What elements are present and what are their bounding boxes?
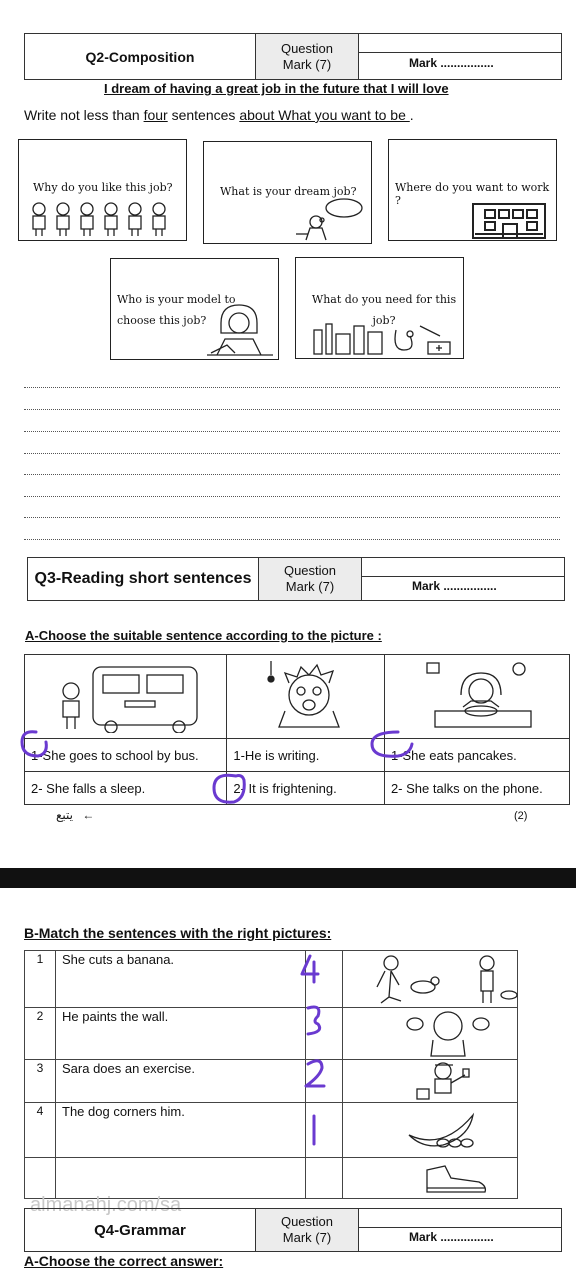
row-number: 4: [25, 1103, 56, 1158]
q4-section-a-title: A-Choose the correct answer:: [24, 1253, 224, 1269]
q2-header: [24, 33, 562, 80]
prompt-card-why: [18, 139, 187, 241]
pen-answer-marks: [0, 700, 576, 820]
option-1-col3[interactable]: 1-She eats pancakes.: [384, 739, 569, 772]
match-table: [24, 950, 518, 1199]
prompt-text: Who is your model to choose this job?: [117, 293, 236, 327]
prompt-text: What is your dream job?: [220, 185, 357, 198]
row-number: [25, 1158, 56, 1199]
row-number: 2: [25, 1008, 56, 1060]
continue-indicator: يتبع ←: [56, 808, 95, 822]
building-illustration: [469, 198, 549, 240]
q4-header: [24, 1208, 562, 1252]
watermark: almanahj.com/sa: [30, 1194, 182, 1216]
section-b-title: B-Match the sentences with the right pictures:: [24, 925, 332, 941]
composition-topic: I dream of having a great job in the future that I will love: [104, 81, 449, 96]
picture-cell-shoes: [343, 1158, 518, 1199]
match-sentence: He paints the wall.: [56, 1008, 306, 1060]
prompt-card-model: [110, 258, 279, 360]
match-sentence: Sara does an exercise.: [56, 1060, 306, 1103]
boy-painting-picture: [413, 1061, 483, 1101]
prompt-text: Why do you like this job?: [33, 181, 173, 194]
handwritten-numbers: [296, 948, 346, 1148]
q3-header: [27, 557, 565, 601]
prompt-card-dream-job: [203, 141, 372, 244]
section-a-title: A-Choose the suitable sentence according to the picture :: [25, 628, 382, 643]
picture-cell-painter: [343, 1060, 518, 1103]
match-sentence: She cuts a banana.: [56, 951, 306, 1008]
option-2-col3[interactable]: 2- She talks on the phone.: [384, 772, 569, 805]
prompt-text: What do you need for this job?: [311, 293, 457, 327]
q2-title: Q2-Composition: [25, 34, 256, 79]
answer-cell[interactable]: [306, 1158, 343, 1199]
picture-cell-dog: [343, 951, 518, 1008]
row-number: 3: [25, 1060, 56, 1103]
professions-illustration: [27, 200, 179, 238]
picture-cell-girl: [343, 1008, 518, 1060]
q4-mark-label: Mark ................: [409, 1230, 494, 1244]
page-number: (2): [514, 810, 528, 822]
q3-mark-cell: [362, 558, 564, 600]
woman-reading-illustration: [207, 303, 275, 357]
row-number: 1: [25, 951, 56, 1008]
q4-question-mark: Question Mark (7): [256, 1209, 359, 1251]
composition-instruction: Write not less than four sentences about What you want to be .: [24, 107, 414, 123]
banana-picture: [403, 1107, 493, 1153]
prompt-card-need: [295, 257, 464, 359]
match-sentence: The dog corners him.: [56, 1103, 306, 1158]
left-arrow-icon: ←: [82, 808, 95, 822]
q2-question-mark: Question Mark (7): [256, 34, 359, 79]
prompt-text: Where do you want to work ?: [395, 181, 550, 207]
match-sentence: [56, 1158, 306, 1199]
option-1-col2[interactable]: 1-He is writing.: [227, 739, 385, 772]
q4-title: Q4-Grammar: [25, 1209, 256, 1251]
girl-exercise-picture: [403, 1010, 493, 1058]
dog-cornering-picture: [373, 953, 523, 1005]
q3-title: Q3-Reading short sentences: [28, 558, 259, 600]
tools-illustration: [310, 320, 460, 356]
shoes-picture: [423, 1160, 493, 1196]
prompt-card-where: [388, 139, 557, 241]
q3-mark-label: Mark ................: [412, 579, 497, 593]
q4-mark-cell: [359, 1209, 561, 1251]
q2-mark-cell: [359, 34, 561, 79]
q2-mark-label: Mark ................: [409, 56, 494, 70]
picture-cell-banana: [343, 1103, 518, 1158]
option-2-col1[interactable]: 2- She falls a sleep.: [25, 772, 227, 805]
thinking-person-illustration: [292, 196, 368, 242]
page-2: [0, 888, 576, 1280]
q3-question-mark: Question Mark (7): [259, 558, 362, 600]
option-2-col2[interactable]: 2- It is frightening.: [227, 772, 385, 805]
page-divider: [0, 868, 576, 888]
option-1-col1[interactable]: 1-She goes to school by bus.: [25, 739, 227, 772]
